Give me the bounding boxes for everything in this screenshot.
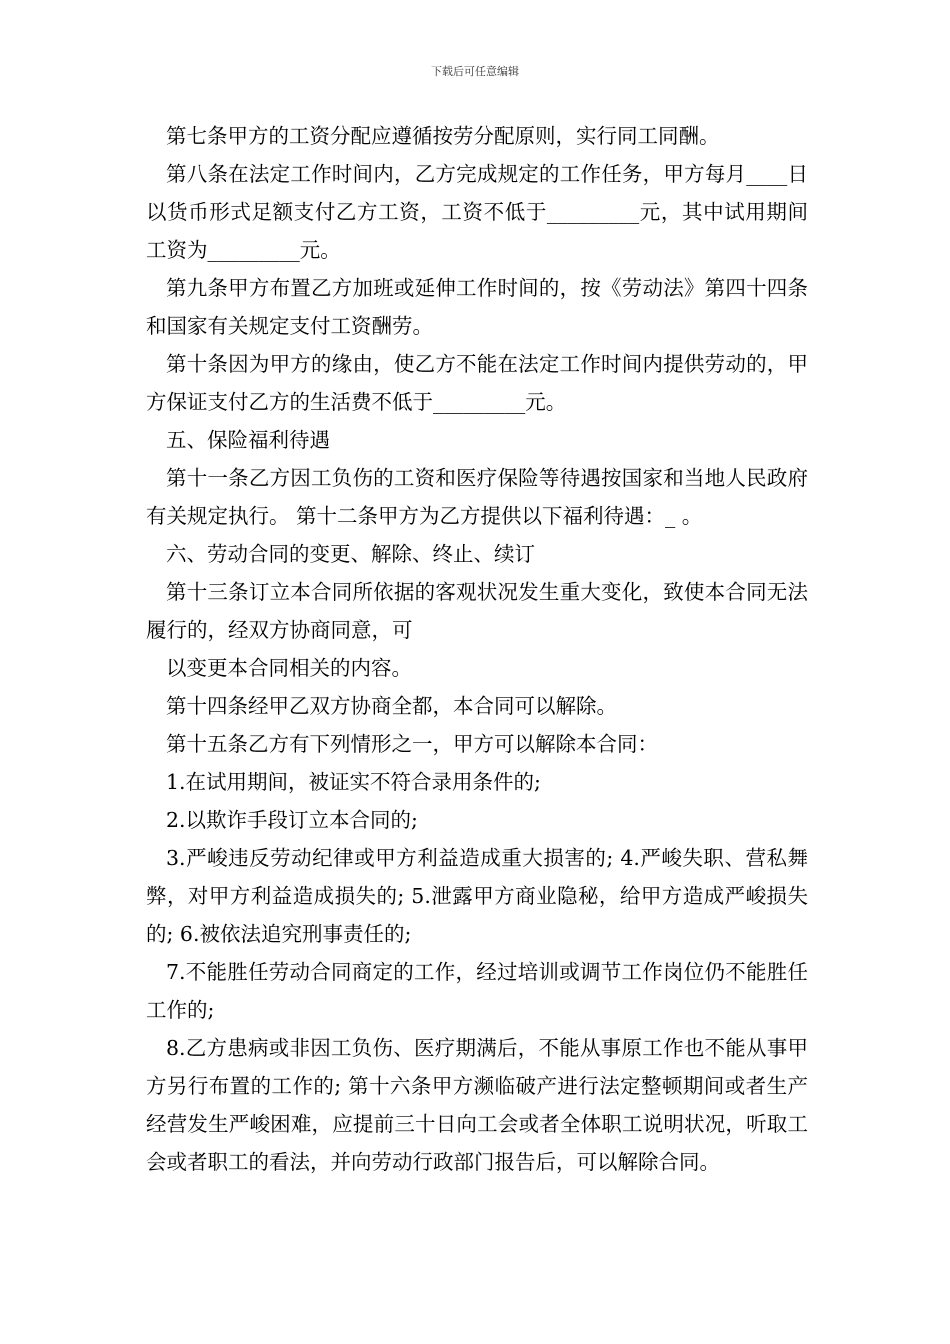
section-heading-insurance: 五、保险福利待遇 xyxy=(166,428,330,452)
list-item-7: 7.不能胜任劳动合同商定的工作，经过培训或调节工作岗位仍不能胜任工作的; xyxy=(146,960,808,1022)
section-heading-contract-changes: 六、劳动合同的变更、解除、终止、续订 xyxy=(166,542,535,566)
paragraph-article-13: 第十三条订立本合同所依据的客观状况发生重大变化，致使本合同无法履行的，经双方协商同意，可 xyxy=(146,580,808,642)
paragraph-article-9: 第九条甲方布置乙方加班或延伸工作时间的，按《劳动法》第四十四条和国家有关规定支付工资酬劳。 xyxy=(146,276,808,338)
page-header: 下载后可任意编辑 xyxy=(431,65,519,78)
paragraph-article-7: 第七条甲方的工资分配应遵循按劳分配原则，实行同工同酬。 xyxy=(166,124,720,148)
list-item-8-article-16: 8.乙方患病或非因工负伤、医疗期满后，不能从事原工作也不能从事甲方另行布置的工作的; 第十六条甲方濒临破产进行法定整顿期间或者生产经营发生严峻困难，应提前三十日向工会或者全体职工说明状况，听取工会或者职工的看法，并向劳动行政部门报告后，可以解除合同。 xyxy=(146,1036,808,1174)
paragraph-article-15: 第十五条乙方有下列情形之一，甲方可以解除本合同： xyxy=(166,732,658,756)
paragraph-article-8: 第八条在法定工作时间内，乙方完成规定的工作任务，甲方每月____日以货币形式足额支付乙方工资，工资不低于_________元，其中试用期间工资为_________元。 xyxy=(146,162,808,262)
paragraph-article-13-cont: 以变更本合同相关的内容。 xyxy=(166,656,412,680)
list-item-1: 1.在试用期间，被证实不符合录用条件的; xyxy=(166,770,541,794)
list-item-3-6: 3.严峻违反劳动纪律或甲方利益造成重大损害的; 4.严峻失职、营私舞弊，对甲方利益造成损失的; 5.泄露甲方商业隐秘，给甲方造成严峻损失的; 6.被依法追究刑事责任的; xyxy=(146,846,808,946)
document-body xyxy=(146,117,808,1181)
list-item-2: 2.以欺诈手段订立本合同的; xyxy=(166,808,418,832)
paragraph-article-14: 第十四条经甲乙双方协商全都，本合同可以解除。 xyxy=(166,694,617,718)
paragraph-article-10: 第十条因为甲方的缘由，使乙方不能在法定工作时间内提供劳动的，甲方保证支付乙方的生活费不低于_________元。 xyxy=(146,352,808,414)
paragraph-article-11-12: 第十一条乙方因工负伤的工资和医疗保险等待遇按国家和当地人民政府有关规定执行。 第十二条甲方为乙方提供以下福利待遇：_ 。 xyxy=(146,466,808,528)
